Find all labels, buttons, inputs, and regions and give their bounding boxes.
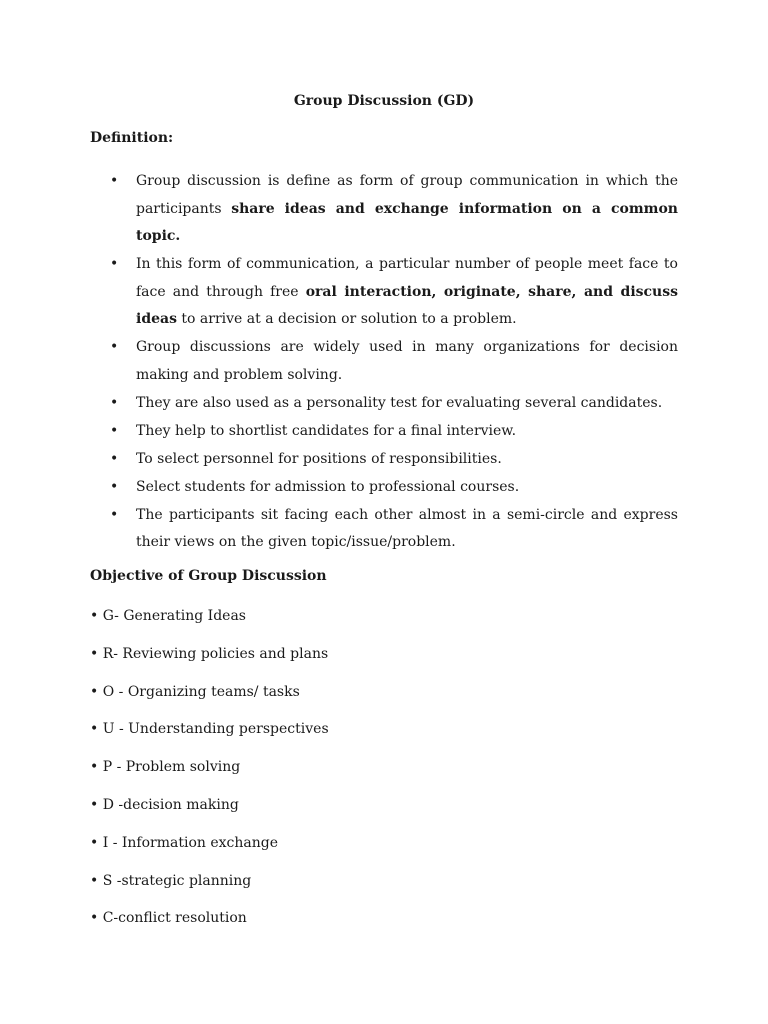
definition-bullet-item [110, 474, 678, 502]
bullet-text-tail: to arrive at a decision or solution to a problem. [176, 311, 517, 327]
bullet-icon: • [110, 478, 119, 495]
bullet-text: The participants sit facing each other almost in a semi-circle and express their views on the given topic/issue/problem. [136, 506, 678, 550]
bullet-icon: • [110, 256, 119, 272]
objective-heading: Objective of Group Discussion [90, 568, 327, 584]
bullet-icon: • [110, 394, 119, 411]
definition-bullet-item [110, 334, 678, 389]
objective-list [90, 604, 329, 944]
bullet-text: In this form of communication, a particular number of people meet face to face and through free [136, 256, 678, 300]
definition-bullet-item [110, 168, 678, 251]
bullet-text: Select students for admission to professional courses. [136, 478, 520, 495]
definition-bullet-item [110, 502, 678, 557]
objective-item: • C-conflict resolution [90, 910, 247, 927]
definition-bullet-item [110, 418, 678, 446]
definition-bullet-list [110, 168, 678, 557]
definition-bullet-item [110, 446, 678, 474]
bullet-text: Group discussions are widely used in many organizations for decision making and problem solving. [136, 339, 678, 383]
objective-item: • S -strategic planning [90, 872, 252, 889]
bullet-text: Group discussion is define as form of group communication in which the participants [136, 173, 678, 217]
bullet-bold-text: oral interaction, originate, share, and discuss ideas [136, 283, 679, 327]
objective-item: • G- Generating Ideas [90, 608, 246, 624]
objective-item: • O - Organizing teams/ tasks [90, 683, 300, 700]
objective-item: • D -decision making [90, 796, 239, 813]
bullet-icon: • [110, 339, 119, 355]
bullet-icon: • [110, 506, 119, 523]
objective-item: • U - Understanding perspectives [90, 721, 329, 738]
bullet-text: To select personnel for positions of responsibilities. [136, 450, 502, 467]
bullet-text: They are also used as a personality test for evaluating several candidates. [136, 394, 663, 411]
bullet-icon: • [110, 450, 119, 467]
objective-item: • R- Reviewing policies and plans [90, 645, 329, 662]
objective-item: • I - Information exchange [90, 834, 278, 851]
bullet-bold-text: share ideas and exchange information on a common topic. [136, 200, 678, 244]
document-title: Group Discussion (GD) [293, 93, 475, 109]
objective-item: • P - Problem solving [90, 759, 241, 776]
bullet-icon: • [110, 173, 119, 189]
definition-bullet-item [110, 390, 678, 418]
bullet-icon: • [110, 422, 119, 439]
bullet-text: They help to shortlist candidates for a final interview. [136, 422, 517, 439]
definition-bullet-item [110, 251, 678, 334]
definition-heading: Definition: [90, 130, 174, 146]
